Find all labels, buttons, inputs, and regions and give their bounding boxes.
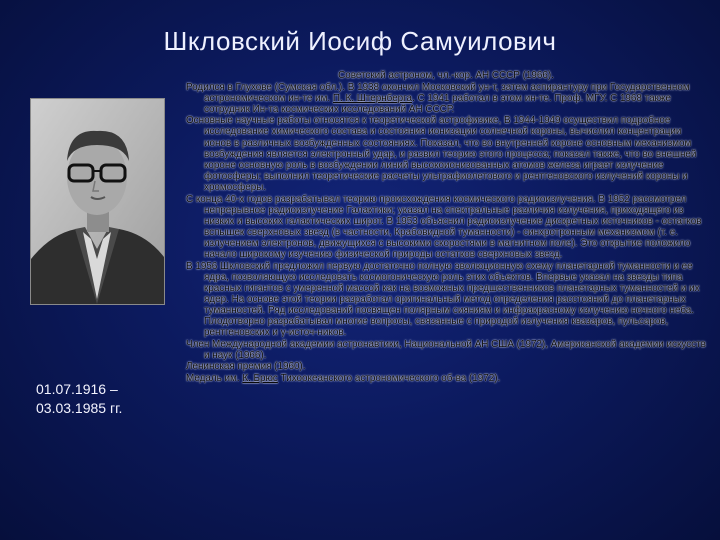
bio-paragraph-nebulae: В 1956 Шкловский предложил первую достаточно полную эволюционную схему планетарной туманности и ее ядра, позволяющую исследовать космогоническую роль этих объектов. Впервые указал на звезды типа красных гигантов с умеренной массой как на возможных предшественников планетарных туманностей и их ядер. На основе этой теории разработал оригинальный метод определения расстояний до планетарных туманностей. Ряд исследований посвящен полярным сияниям и инфракрасному излучению ночного неба. Плодотворно разрабатывал многие вопросы, связанные с природой излучения квазаров, пульсаров, рентгеновских и γ-источ-ников. [186,260,700,339]
bio-paragraph-academies: Член Международной академии астронавтики, Национальной АН США (1972), Американской академии искусств и наук (1966). [186,338,706,361]
bio-paragraph-title: Советский астроном, чл.-кор. АН СССР (1966). [338,70,554,81]
link-bruce[interactable]: К. Брюс [242,373,278,385]
portrait-image [31,99,164,304]
birth-date: 01.07.1916 – [36,381,118,397]
bio-paragraph-education: Родился в Глухове (Сумская обл.). В 1938 окончил Московский ун-т, затем аспирантуру при Государственном астрономическом ин-те им. П. К. Штернберга. С 1941 работал в этом ин-те. Проф. МГУ. С 1968 также сотрудник Ин-та космических исследований АН СССР. [186,81,690,115]
portrait-photo [30,98,165,305]
life-dates [36,380,176,418]
bio-paragraph-corona: Основные научные работы относятся к теоретической астрофизике, В 1944-1949 осуществил подробное исследование химического состава и состояния ионизации солнечной короны, вычислил концентрации ионов в различных возбужденных состояниях. Показал, что во внутренней короне основным механизмом возбуждения является электронный удар, и развил теорию этого процесса; показал также, что во внешней короне основную роль в возбуждении линий высокоионизованных атомов железа играет излучение фотосферы; выполнил теоретические расчеты ультрафиолетового и рентгеновского излучений короны и хромосферы. [186,115,697,193]
death-date: 03.03.1985 гг. [36,400,123,416]
bio-paragraph-radio: С конца 40-х годов разрабатывал теорию происхождения космического радиоизлучения. В 1952 рассмотрел непрерывное радиоизлучение Галактики; указал на спектральные различия излучения, приходящего из низких и высоких галактических широт. В 1953 объяснил радиоизлучение дискретных источников - остатков вспышек сверхновых звезд (в частности, Крабовидной туманности) - синхротронным механизмом (т. е. излучением электронов, движущихся с высокими скоростями в магнитном поле). Это открытие положило начало широкому изучению физической природы остатков сверхновых звезд. [186,193,702,260]
slide-title: Шкловский Иосиф Самуилович [163,26,557,56]
bio-paragraph-prize: Ленинская премия (1960). [186,361,306,373]
bio-paragraph-medal: Медаль им. К. Брюс Тихоокеанского астрономического об-ва (1972). [186,373,501,385]
link-shternberg[interactable]: П. К. Штернберга [332,92,413,104]
biography-text [186,70,706,532]
